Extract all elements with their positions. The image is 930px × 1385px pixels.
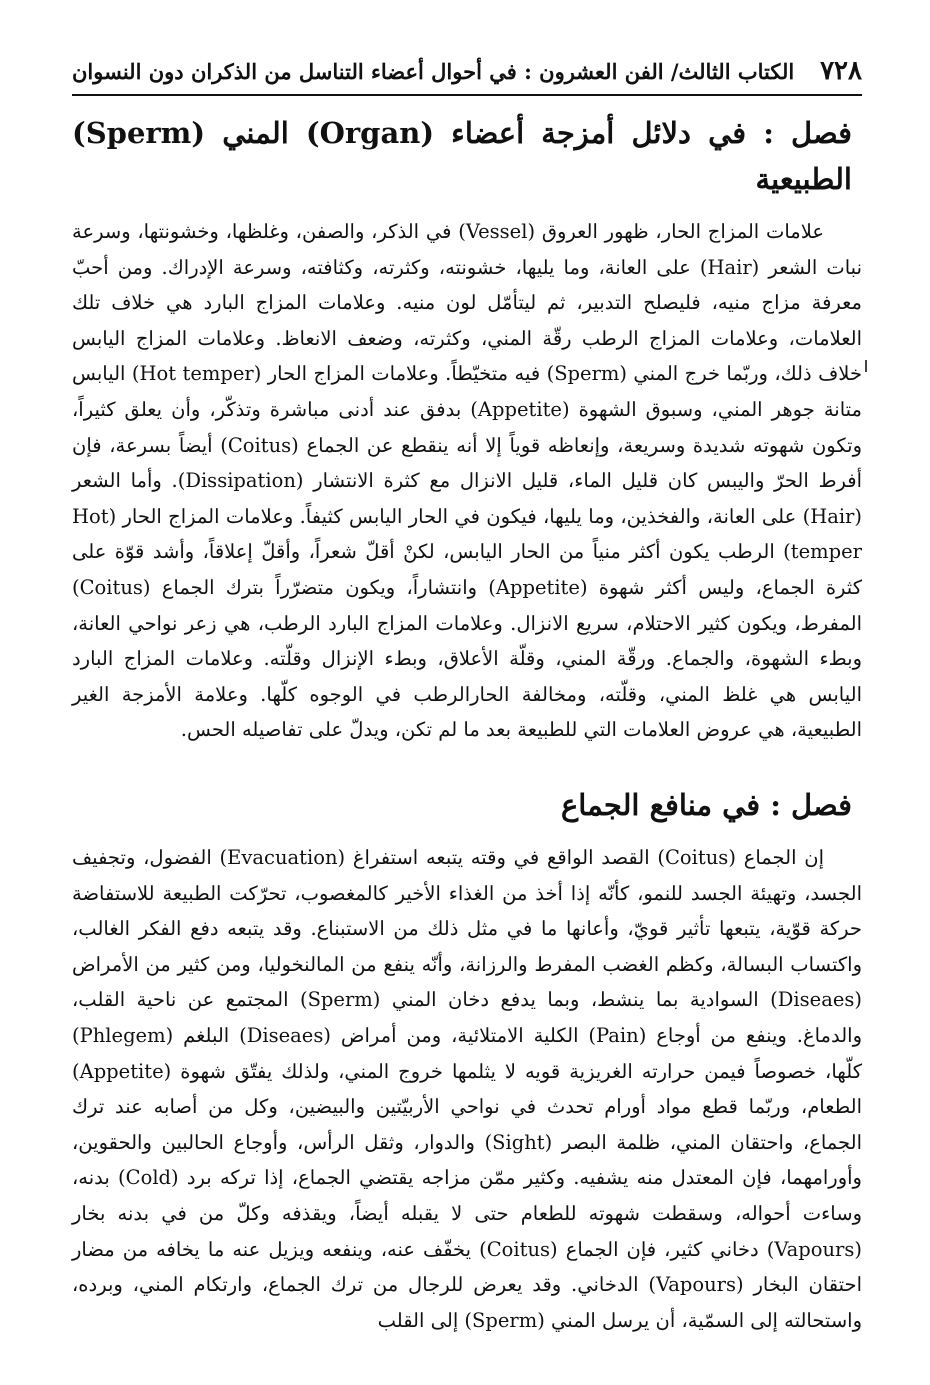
section-benefits-of-coitus	[72, 782, 862, 1338]
section-body	[72, 214, 862, 748]
section-text: علامات المزاج الحار، ظهور العروق (Vessel) في الذكر، والصفن، وغلظها، وخشونتها، وسرعة نبات الشعر (Hair) على العانة، وما يليها، خشونته، وكثرته، وكثافته، وسرعة الإدراك. ومن أحبّ معرفة مزاج منيه، فليصلح التدبير، ثم ليتأمّل لون منيه. وعلامات المزاج البارد هي خلاف تلك العلامات، وعلامات المزاج الرطب رقّة المني، وكثرته، وضعف الانعاظ. وعلامات المزاج اليابس خلاف ذلك، وربّما خرج المني (Sperm) فيه متخيّطاً. وعلامات المزاج الحار (Hot temper) اليابس متانة جوهر المني، وسبوق الشهوة (Appetite) بدفق عند أدنى مباشرة وتذكّر، وأن يعلق كثيراً، وتكون شهوته شديدة وسريعة، وإنعاظه قوياً إلا أنه ينقطع عن الجماع (Coitus) أيضاً بسرعة، فإن أفرط الحرّ واليبس كان قليل الماء، قليل الانزال مع كثرة الانتشار (Dissipation). وأما الشعر (Hair) على العانة، والفخذين، وما يليها، فيكون في الحار اليابس كثيفاً. وعلامات المزاج الحار (Hot temper) الرطب يكون أكثر منياً من الحار اليابس، لكنْ أقلّ شعراً، وأقلّ إعلاقاً، وأشد قوّة على كثرة الجماع، وليس أكثر شهوة (Appetite) وانتشاراً، ويكون متضرّراً بترك الجماع (Coitus) المفرط، ويكون كثير الاحتلام، سريع الانزال. وعلامات المزاج البارد الرطب، هي زعر نواحي العانة، وبطء الشهوة، والجماع. ورقّة المني، وقلّة الأعلاق، وبطء الإنزال وقلّته. وعلامات المزاج البارد اليابس هي غلظ المني، وقلّته، ومخالفة الحارالرطب في الوجوه كلّها. وعلامة الأمزجة الغير الطبيعية، هي عروض العلامات التي للطبيعة بعد ما لم تكن، ويدلّ على تفاصيله الحس.	[72, 220, 862, 742]
section-sperm-organ-temperaments	[72, 110, 862, 748]
section-text: إن الجماع (Coitus) القصد الواقع في وقته يتبعه استفراغ (Evacuation) الفضول، وتجفيف الجسد، وتهيئة الجسد للنمو، كأنّه إذا أخذ من الغذاء الأخير كالمغصوب، تحرّكت الطبيعة للاستفاضة حركة قوّية، يتبعها تأثير قويّ، وأعانها ما في مثل ذلك من الاستبناع. وقد يتبعه دفع الفكر الغالب، واكتساب البسالة، وكظم الغضب المفرط والرزانة، وأنّه ينفع من المالنخوليا، ومن كثير من الأمراض (Diseaes) السوادية بما ينشط، وبما يدفع دخان المني (Sperm) المجتمع عن ناحية القلب، والدماغ. وينفع من أوجاع (Pain) الكلية الامتلائية، ومن أمراض (Diseaes) البلغم (Phlegem) كلّها، خصوصاً فيمن حرارته الغريزية قويه لا يثلمها خروج المني، ولذلك يفتّق شهوة (Appetite) الطعام، وربّما قطع مواد أورام تحدث في نواحي الأربيّتين والبيضين، وكل من أصابه عند ترك الجماع، واحتقان المني، ظلمة البصر (Sight) والدوار، وثقل الرأس، وأوجاع الحالبين والحقوين، وأورامهما، فإن المعتدل منه يشفيه. وكثير ممّن مزاجه يقتضي الجماع، إذا تركه برد (Cold) بدنه، وساءت أحواله، وسقطت شهوته للطعام حتى لا يقبله أيضاً، ويقذفه وكلّ من في بدنه بخار (Vapours) دخاني كثير، فإن الجماع (Coitus) يخفّف عنه، وينفعه ويزيل عنه ما يخافه من مضار احتقان البخار (Vapours) الدخاني. وقد يعرض للرجال من ترك الجماع، وارتكام المني، وبرده، واستحالته إلى السمّية، أن يرسل المني (Sperm) إلى القلب	[72, 846, 863, 1332]
section-title: فصل : في دلائل أمزجة أعضاء (Organ) المني (Sperm) الطبيعية	[72, 116, 853, 196]
page-number: ٧٢٨	[820, 56, 862, 86]
margin-mark	[865, 360, 867, 372]
section-title: فصل : في منافع الجماع	[560, 788, 852, 822]
page-header	[72, 48, 862, 96]
section-body	[72, 840, 862, 1338]
running-head: الكتاب الثالث/ الفن العشرون : في أحوال أعضاء التناسل من الذكران دون النسوان	[72, 58, 795, 84]
